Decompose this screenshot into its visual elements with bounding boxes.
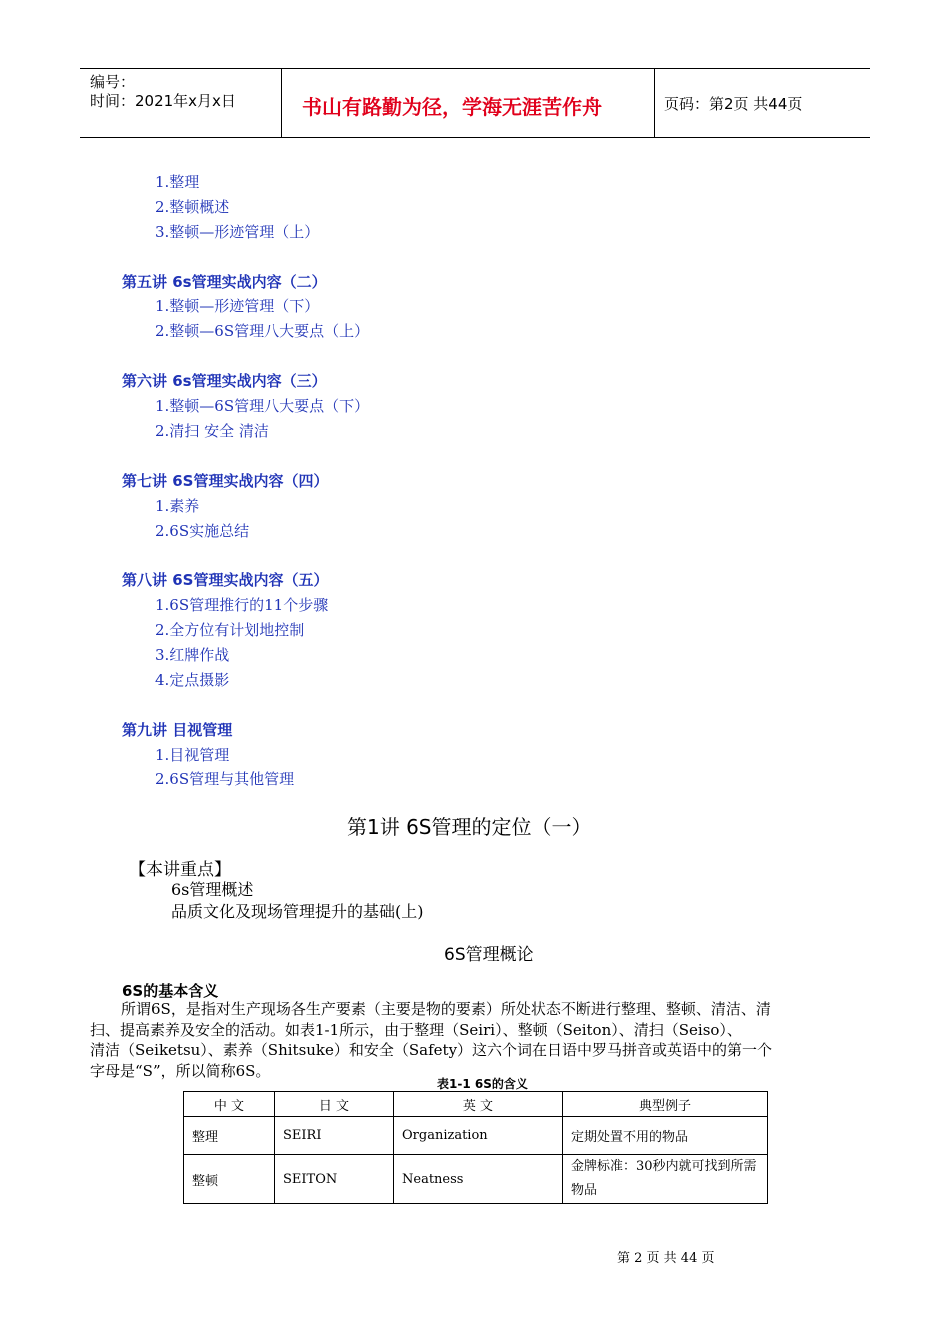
toc-section-heading[interactable]: 第八讲 6S管理实战内容（五） [122, 571, 329, 589]
lecture-title: 第1讲 6S管理的定位（一） [347, 815, 592, 839]
toc-item[interactable]: 3.红牌作战 [155, 646, 230, 664]
toc-item[interactable]: 2.6S实施总结 [155, 522, 250, 540]
key-point-item: 6s管理概述 [171, 880, 254, 899]
toc-item[interactable]: 1.素养 [155, 497, 200, 515]
table-cell: SEITON [275, 1155, 394, 1204]
table-row [184, 1155, 768, 1204]
section-subtitle: 6S管理概论 [444, 945, 534, 965]
toc-section-heading[interactable]: 第七讲 6S管理实战内容（四） [122, 472, 329, 490]
table-header-row [184, 1092, 768, 1117]
toc-item[interactable]: 2.清扫 安全 清洁 [155, 422, 269, 440]
toc-item[interactable]: 2.整顿—6S管理八大要点（上） [155, 322, 370, 340]
toc-item[interactable]: 2.整顿概述 [155, 198, 230, 216]
toc-item[interactable]: 4.定点摄影 [155, 671, 230, 689]
toc-item[interactable]: 3.整顿—形迹管理（上） [155, 223, 320, 241]
paragraph-line: 扫、提高素养及安全的活动。如表1-1所示，由于整理（Seiri）、整顿（Seiton）、清扫（Seiso）、 [90, 1020, 742, 1039]
table-cell: Organization [394, 1117, 563, 1155]
table-row [184, 1117, 768, 1155]
section-heading: 6S的基本含义 [122, 982, 219, 1000]
page-footer: 第 2 页 共 44 页 [617, 1251, 715, 1266]
toc-item[interactable]: 1.6S管理推行的11个步骤 [155, 596, 329, 614]
header-motto: 书山有路勤为径，学海无涯苦作舟 [302, 95, 602, 119]
paragraph-line: 字母是“S”，所以简称6S。 [90, 1061, 271, 1080]
table-cell: 金牌标准：30秒内就可找到所需物品 [563, 1155, 768, 1204]
toc-item[interactable]: 1.整顿—形迹管理（下） [155, 297, 320, 315]
toc-item[interactable]: 2.6S管理与其他管理 [155, 770, 295, 788]
toc-item[interactable]: 1.目视管理 [155, 746, 230, 764]
toc-item[interactable]: 2.全方位有计划地控制 [155, 621, 305, 639]
table-cell: 定期处置不用的物品 [563, 1117, 768, 1155]
toc-item[interactable]: 1.整顿—6S管理八大要点（下） [155, 397, 370, 415]
toc-section-heading[interactable]: 第五讲 6s管理实战内容（二） [122, 273, 327, 291]
key-point-item: 品质文化及现场管理提升的基础(上) [171, 902, 424, 921]
header-divider [281, 69, 282, 137]
table-cell: 整顿 [184, 1155, 275, 1204]
paragraph-line: 所谓6S，是指对生产现场各生产要素（主要是物的要素）所处状态不断进行整理、整顿、清洁、清 [121, 1000, 771, 1018]
table-cell: 整理 [184, 1117, 275, 1155]
toc-section-heading[interactable]: 第九讲 目视管理 [122, 721, 233, 739]
table-header-cell: 英 文 [394, 1092, 563, 1117]
table-header-cell: 典型例子 [563, 1092, 768, 1117]
header-divider [654, 69, 655, 137]
table-header-cell: 中 文 [184, 1092, 275, 1117]
doc-number-label: 编号： [90, 73, 136, 91]
meaning-table [183, 1091, 768, 1204]
table-cell: SEIRI [275, 1117, 394, 1155]
table-header-cell: 日 文 [275, 1092, 394, 1117]
key-points-heading: 【本讲重点】 [129, 860, 231, 880]
doc-date: 时间：2021年x月x日 [90, 92, 236, 110]
table-caption: 表1-1 6S的含义 [437, 1077, 528, 1091]
header-page-info: 页码：第2页 共44页 [664, 95, 803, 113]
table-cell: Neatness [394, 1155, 563, 1204]
toc-section-heading[interactable]: 第六讲 6s管理实战内容（三） [122, 372, 327, 390]
body-paragraph [90, 999, 870, 1081]
paragraph-line: 清洁（Seiketsu）、素养（Shitsuke）和安全（Safety）这六个词在日语中罗马拼音或英语中的第一个 [90, 1041, 773, 1059]
toc-item[interactable]: 1.整理 [155, 173, 200, 191]
